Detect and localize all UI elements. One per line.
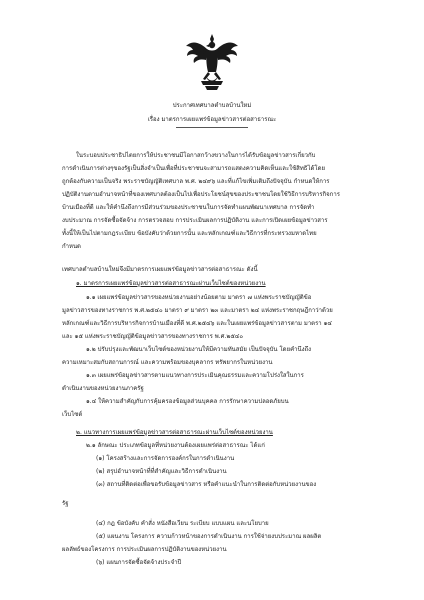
- text-line: กำหนด: [62, 243, 81, 250]
- text-line: มูลข่าวสารของทางราชการ พ.ศ.๒๕๔๐ มาตรา ๙ มาตรา ๒๓ และมาตรา ๒๔ แห่งพระราชกฤษฎีกาว่าด้วย: [62, 307, 333, 314]
- text-line: ๒.๑ ลักษณะ ประเภทข้อมูลที่หน่วยงานต้องเผยแพร่ต่อสาธารณะ ได้แก่: [86, 442, 265, 449]
- announcement-title: ประกาศเทศบาลตำบลบ้านใหม่: [172, 102, 252, 109]
- list-item: (๑) โครงสร้างและการจัดการองค์กรในการดำเนินงาน: [96, 455, 235, 462]
- text-line: หลักเกณฑ์และวิธีการบริหารกิจการบ้านเมืองที่ดี พ.ศ.๒๕๔๖ และในเผยแพร่ข้อมูลข่าวสารตาม มาตรา ๑๔: [62, 320, 332, 327]
- text-line: ในระบอบประชาธิปไตยการให้ประชาชนมีโอกาสกว้างขวางในการได้รับข้อมูลข่าวสารเกี่ยวกับ: [76, 152, 316, 159]
- section-heading: ๒. แนวทางการเผยแพร่ข้อมูลข่าวสารต่อสาธารณะผ่านเว็บไซต์ของหน่วยงาน: [76, 429, 273, 436]
- text-line: การดำเนินการต่างๆของรัฐเป็นสิ่งจำเป็นเพื่อที่ประชาชนจะสามารถแสดงความคิดเห็นและใช้สิทธิได้โดย: [62, 165, 326, 172]
- list-item: (๔) กฎ ข้อบังคับ คำสั่ง หนังสือเวียน ระเบียบ แบบแผน และนโยบาย: [96, 520, 269, 527]
- text-line: เว็บไซต์: [62, 411, 83, 418]
- text-line: ๑.๒ ปรับปรุงและพัฒนาเว็บไซต์ของหน่วยงานให้มีความทันสมัย เป็นปัจจุบัน โดยคำนึงถึง: [86, 346, 312, 353]
- title-divider: [176, 127, 248, 128]
- text-line: งบประมาณ การจัดซื้อจัดจ้าง การตรวจสอบ การประเมินผลการปฏิบัติงาน และการเปิดเผยข้อมูลข่าวสาร: [62, 217, 328, 224]
- garuda-emblem-icon: [184, 32, 240, 92]
- list-item: (๖) แผนการจัดซื้อจัดจ้างประจำปี: [96, 559, 182, 566]
- text-line: เทศบาลตำบลบ้านใหม่จึงมีมาตรการเผยแพร่ข้อมูลข่าวสารต่อสาธารณะ ดังนี้: [62, 266, 258, 273]
- text-line: บ้านเมืองที่ดี และให้คำนึงถึงการมีส่วนร่วมของประชาชนในการจัดทำแผนพัฒนาเทศบาล การจัดทำ: [62, 204, 315, 211]
- text-line: ๑.๔ ให้ความสำคัญกับการคุ้มครองข้อมูลส่วนบุคคล การรักษาความปลอดภัยบน: [86, 398, 289, 405]
- text-line: ดำเนินงานของหน่วยงานภาครัฐ: [62, 385, 144, 392]
- section-heading: ๑. มาตรการเผยแพร่ข้อมูลข่าวสารต่อสาธารณะผ่านเว็บไซต์ของหน่วยงาน: [76, 280, 266, 287]
- list-item: (๓) สถานที่ติดต่อเพื่อขอรับข้อมูลข่าวสาร หรือคำแนะนำในการติดต่อกับหน่วยงานของ: [96, 481, 317, 488]
- announcement-subject: เรื่อง มาตรการเผยแพร่ข้อมูลข่าวสารต่อสาธารณะ: [147, 116, 277, 123]
- text-line: และ ๑๕ แห่งพระราชบัญญัติข้อมูลข่าวสารของทางราชการ พ.ศ.๒๕๔๐: [62, 333, 244, 340]
- list-item: (๒) สรุปอำนาจหน้าที่ที่สำคัญและวิธีการดำเนินงาน: [96, 468, 227, 475]
- text-line: ทั้งนี้ให้เป็นไปตามกฎระเบียบ ข้อบังคับว่าด้วยการนั้น และหลักเกณฑ์และวิธีการที่กระทรวงมหาดไทย: [62, 230, 317, 237]
- text-line: ปฏิบัติงานตามอำนาจหน้าที่ของเทศบาลต้องเป็นไปเพื่อประโยชน์สุขของประชาชนโดยใช้วิธีการบริหารกิจการ: [62, 191, 340, 198]
- text-line: ๑.๓ เผยแพร่ข้อมูลข่าวสารตามแนวทางการประเมินคุณธรรมและความโปร่งใสในการ: [86, 372, 304, 379]
- text-line: ผลลัพธ์ของโครงการ การประเมินผลการปฏิบัติงานของหน่วยงาน: [62, 546, 227, 553]
- text-line: ความเหมาะสมกับสถานการณ์ และความพร้อมของบุคลากร ทรัพยากรในหน่วยงาน: [62, 359, 273, 366]
- list-item: (๕) แผนงาน โครงการ ความก้าวหน้าของการดำเนินงาน การใช้จ่ายงบประมาณ ผลผลิต: [96, 533, 322, 540]
- text-line: ถูกต้องกับความเป็นจริง พระราชบัญญัติเทศบาล พ.ศ. ๒๔๙๖ และที่แก้ไขเพิ่มเติมถึงปัจจุบัน กำหนดให้การ: [62, 178, 330, 185]
- text-line: ๑.๑ เผยแพร่ข้อมูลข่าวสารของหน่วยงานอย่างน้อยตาม มาตรา ๗ แห่งพระราชบัญญัติข้อ: [86, 294, 312, 301]
- text-line: รัฐ: [62, 500, 69, 507]
